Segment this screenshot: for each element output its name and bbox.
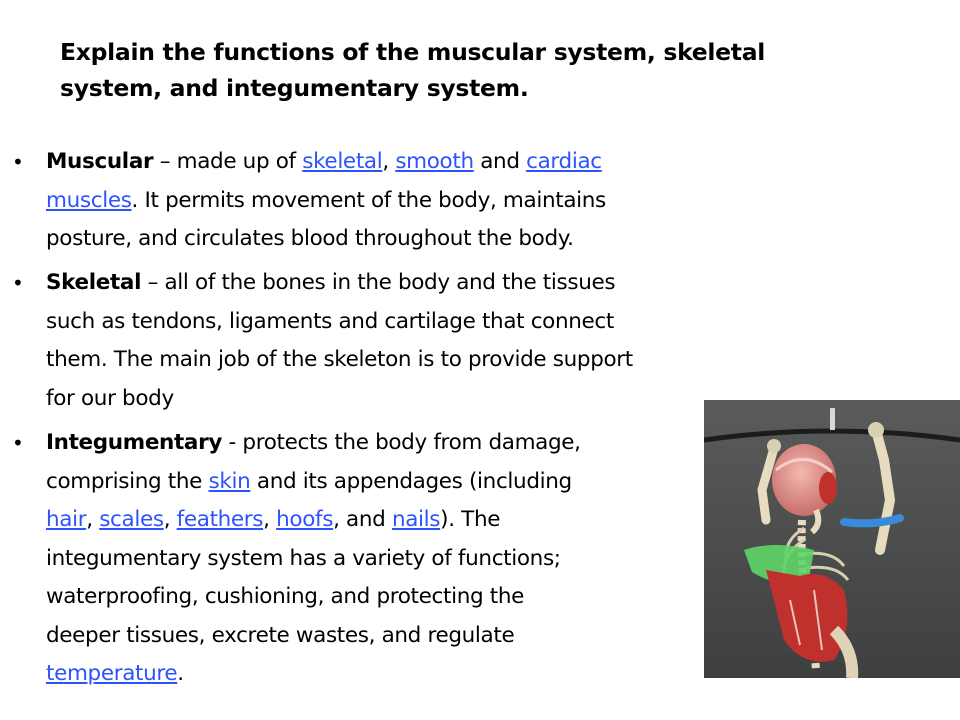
term-skeletal: Skeletal: [46, 270, 142, 295]
text-fragment: – made up of: [153, 149, 303, 174]
anatomy-illustration: [704, 400, 960, 678]
text-line: such as tendons, ligaments and cartilage that connect: [46, 308, 614, 334]
text-line: them. The main job of the skeleton is to provide support: [46, 347, 633, 372]
text-line: for our body: [46, 385, 174, 411]
bullet-dot: •: [12, 271, 24, 295]
text-line: integumentary system has a variety of functions;: [46, 545, 561, 571]
text-fragment: comprising the: [46, 468, 209, 494]
term-integumentary: Integumentary: [46, 430, 223, 455]
slide-title: [60, 34, 880, 106]
text-fragment: – all of the bones in the body and the tissues: [141, 270, 616, 295]
link-hoofs[interactable]: hoofs: [276, 507, 334, 532]
text-line: waterproofing, cushioning, and protecting the: [46, 584, 524, 609]
link-muscles[interactable]: muscles: [46, 187, 132, 213]
bullet-skeletal: [12, 264, 633, 418]
link-nails[interactable]: nails: [391, 507, 441, 532]
bullet-dot: •: [12, 150, 24, 174]
slide-title-line-1: Explain the functions of the muscular system, skeletal: [60, 38, 766, 66]
anatomy-skeleton-muscle-icon: [704, 400, 960, 678]
link-temperature[interactable]: temperature: [46, 661, 178, 686]
text-fragment: ,: [163, 507, 177, 532]
link-feathers[interactable]: feathers: [176, 507, 264, 532]
link-smooth[interactable]: smooth: [395, 149, 474, 174]
bullet-muscular: [12, 143, 606, 259]
link-scales[interactable]: scales: [99, 507, 164, 532]
text-fragment: ). The: [440, 507, 501, 532]
text-line: posture, and circulates blood throughout the body.: [46, 226, 574, 251]
slide-title-line-2: system, and integumentary system.: [60, 74, 529, 102]
link-hair[interactable]: hair: [46, 507, 87, 532]
bullet-integumentary: [12, 424, 581, 694]
link-skin[interactable]: skin: [208, 468, 251, 494]
text-fragment: ,: [382, 149, 396, 174]
bullet-dot: •: [12, 431, 24, 455]
link-skeletal[interactable]: skeletal: [302, 149, 383, 174]
link-cardiac[interactable]: cardiac: [526, 149, 602, 174]
text-fragment: - protects the body from damage,: [222, 430, 581, 455]
text-fragment: , and: [333, 507, 392, 532]
text-fragment: ,: [86, 507, 100, 532]
text-fragment: and its appendages (including: [250, 468, 572, 494]
text-fragment: .: [177, 661, 184, 686]
text-fragment: . It permits movement of the body, maintains: [131, 187, 606, 213]
text-fragment: and: [473, 149, 527, 174]
text-fragment: ,: [263, 507, 277, 532]
text-line: deeper tissues, excrete wastes, and regulate: [46, 622, 515, 648]
term-muscular: Muscular: [46, 149, 154, 174]
